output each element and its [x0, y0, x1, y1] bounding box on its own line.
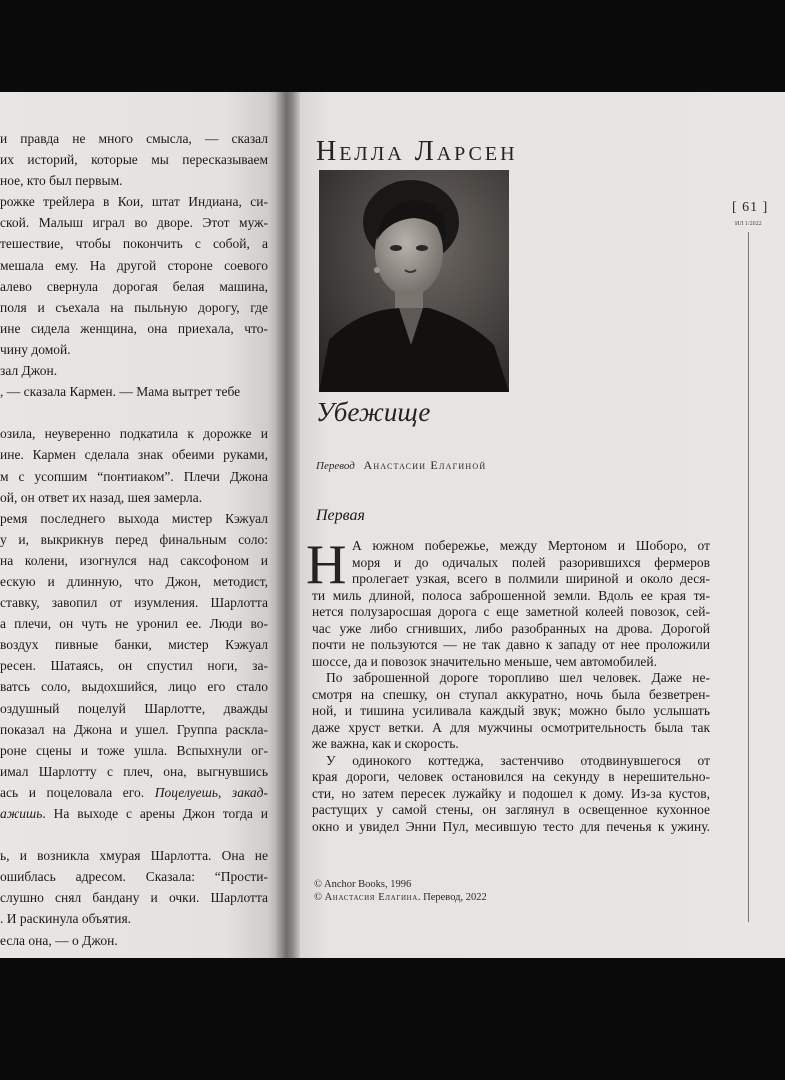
translator-label: Перевод [316, 460, 355, 472]
text-line: ресен. Шатаясь, он спустил ноги, за- [0, 658, 268, 674]
text-line: сти, но затем пересек лужайку и подошел к дому. Из-за кустов, [312, 785, 710, 801]
text-line: По заброшенной дороге торопливо шел человек. Даже не- [326, 670, 710, 685]
text-line: показал на Джона и ушел. Группа раскла- [0, 721, 268, 737]
text-line: ескую и длинную, что Джон, методист, [0, 573, 268, 589]
text-line: слушно снял бандану и очки. Шарлотта [0, 890, 268, 906]
text-line: шоссе, да и повозок значительно меньше, чем автомобилей. [312, 653, 658, 669]
text-line: даже хруст ветки. А для мужчины осмотрительность была так [312, 719, 710, 735]
text-line: их историй, которые мы пересказываем [0, 152, 268, 168]
italic-fragment: ажишь [0, 806, 43, 821]
text-line: ь, и возникла хмурая Шарлотта. Она не [0, 848, 268, 864]
text-line: ватсь соло, выдохшийся, лицо его стало [0, 679, 268, 695]
copyright-translator: Анастасия Елагина [324, 892, 418, 903]
text-line: же важна, как и скорость. [312, 736, 459, 751]
story-body [300, 534, 710, 835]
text-line: ине сидела женщина, она приехала, что- [0, 320, 268, 336]
paragraph-gap [0, 824, 268, 845]
page-number: [ 61 ] [732, 200, 769, 215]
copyright-translation-rest: . Перевод, 2022 [417, 892, 487, 903]
translator-name: Анастасии Елагиной [363, 458, 487, 472]
issue-label: ИЛ 1/2022 [735, 221, 762, 227]
text-line: смотря на спешку, он ступал аккуратно, ночь была безветрен- [312, 686, 710, 702]
italic-fragment: Поцелуешь, закад- [154, 784, 268, 800]
text-line: ой, он ответ их назад, шея замерла. [0, 489, 203, 505]
text-line: . И раскинула объятия. [0, 911, 132, 927]
text-line: а плечи, он чуть не уронил ее. Люди во- [0, 616, 268, 632]
text-line: ставку, завопил от изумления. Шарлотта [0, 595, 268, 611]
author-name: Нелла Ларсен [316, 136, 518, 167]
copyright-original: © Anchor Books, 1996 [314, 879, 412, 890]
right-page [300, 92, 785, 958]
text-line: ской. Малыш играл во дворе. Этот муж- [0, 215, 268, 231]
text-line: нется полузаросшая дорога с еще заметной колеей повозок, сей- [312, 604, 710, 619]
text-line: есла она, — о Джон. [0, 932, 118, 948]
text-line: ной, и тишина усиливала каждый звук; можно было услышать [312, 703, 710, 718]
text-line: поля и съехала на пыльную дорогу, где [0, 299, 268, 315]
portrait-illustration [319, 170, 509, 392]
text-line: на колени, изогнулся над саксофоном и [0, 552, 268, 568]
text-line: окно и увидел Энни Пул, месившую тесто для печенья к ужину. [312, 818, 710, 834]
text-fragment: ась и поцеловала его. [0, 784, 155, 800]
story-title: Убежище [316, 397, 431, 427]
text-line: ное, кто был первым. [0, 173, 123, 189]
text-line-mixed [0, 782, 268, 803]
text-line: зал Джон. [0, 363, 58, 379]
section-title: Первая [316, 507, 365, 524]
text-line: озила, неуверенно подкатила к дорожке и [0, 426, 268, 442]
text-line: тешествие, чтобы покончить с собой, а [0, 236, 268, 252]
drop-cap: Н [306, 534, 347, 596]
text-line-mixed [0, 803, 268, 824]
text-line: У одинокого коттеджа, застенчиво отодвинувшегося от [326, 752, 710, 768]
text-line: воздух пивные банки, мистер Кэжуал [0, 637, 268, 653]
text-line: м с усопшим “понтиаком”. Плечи Джона [0, 468, 268, 484]
text-line: почти не пользуются — не так давно к западу от нее проложили [312, 637, 710, 652]
text-line: имал Шарлотту с плеч, она, выгнувшись [0, 763, 268, 779]
text-line: растущих у самой стены, он заглянул в освещенное кухонное [312, 802, 710, 817]
text-line: чину домой. [0, 341, 71, 357]
text-line: ошиблась адресом. Сказала: “Прости- [0, 869, 268, 885]
text-line: оздушный поцелуй Шарлотте, дважды [0, 700, 268, 716]
text-line: роне сцены и тоже ушла. Вспыхнули ог- [0, 742, 268, 758]
text-line: алево свернула дорогая белая машина, [0, 278, 268, 294]
margin-rule [748, 232, 749, 922]
left-page-text [0, 128, 268, 951]
text-line: и правда не много смысла, — сказал [0, 131, 268, 146]
copyright-translation: © Анастасия Елагина. Перевод, 2022 [314, 892, 487, 903]
copyright-notice [314, 878, 487, 904]
text-line: ремя последнего выхода мистер Кэжуал [0, 510, 268, 526]
book-spread [0, 92, 785, 958]
text-line: края дороги, человек остановился на секунду в нерешительно- [312, 769, 710, 784]
text-line: мешала ему. На другой стороне соевого [0, 257, 268, 273]
paragraph-gap [0, 402, 268, 423]
text-line: пролегает узкая, всего в полмили шириной и около деся- [352, 571, 710, 586]
text-line: час уже либо сгнивших, либо разобранных на дрова. Дорогой [312, 620, 710, 636]
text-line: ти миль длиной, полоса заброшенной земли. Вдоль ее края тя- [312, 587, 710, 603]
text-line: моря и до одичалых полей разорившихся фермеров [352, 554, 710, 570]
translator-credit [316, 458, 486, 473]
text-line: у и, выкрикнув перед финальным соло: [0, 531, 268, 547]
author-portrait [319, 170, 509, 392]
text-line: А южном побережье, между Мертоном и Шоборо, от [352, 538, 710, 553]
text-line: рожке трейлера в Кои, штат Индиана, си- [0, 194, 268, 210]
text-line: , — сказала Кармен. — Мама вытрет тебе [0, 384, 241, 400]
text-fragment: . На выходе с арены Джон тогда и [42, 806, 268, 821]
text-line: ине. Кармен сделала знак обеими руками, [0, 447, 268, 463]
left-page [0, 92, 282, 958]
